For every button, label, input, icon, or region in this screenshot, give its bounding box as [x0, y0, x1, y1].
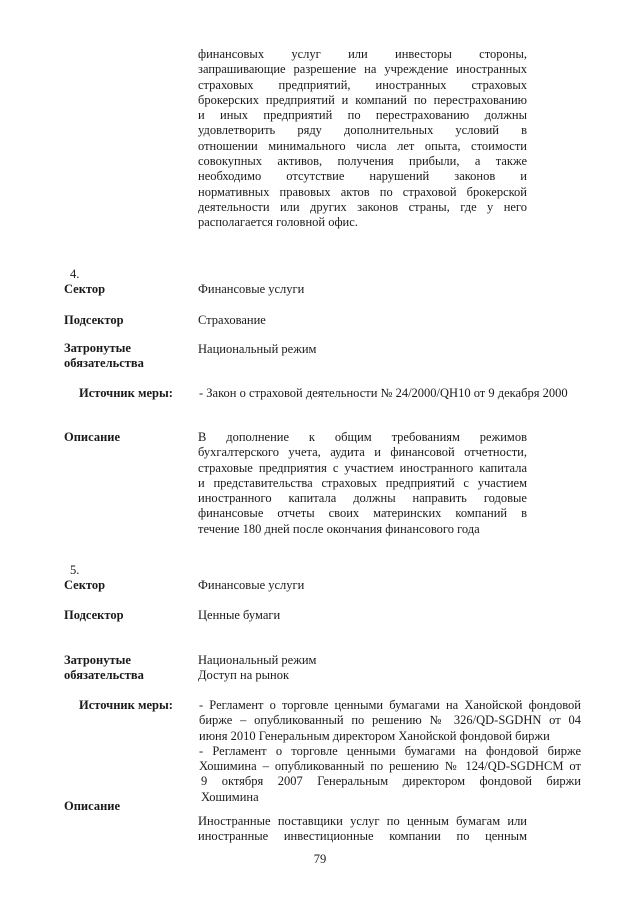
entry-number: 5.	[70, 563, 80, 577]
obligations-value: Доступ на рынок	[198, 668, 290, 682]
description-line: финансовые отчеты своих материнских компаний в	[198, 506, 527, 521]
description-line: В дополнение к общим требованиям режимов	[198, 430, 527, 444]
obligations-label-line2: обязательства	[64, 668, 144, 682]
obligations-value: Национальный режим	[198, 653, 317, 667]
subsector-value: Страхование	[198, 313, 266, 327]
description-line: иностранного капитала должны направить годовые	[198, 491, 527, 506]
source-line: - Регламент о торговле ценными бумагами на фондовой бирже	[199, 743, 581, 758]
intro-line: необходимо отсутствие нарушений законов и	[198, 169, 527, 184]
intro-paragraph	[198, 47, 527, 231]
entry-number: 4.	[70, 267, 80, 281]
sector-value: Финансовые услуги	[198, 578, 305, 592]
description-line: течение 180 дней после окончания финансового года	[198, 521, 480, 536]
source-value: - Закон о страховой деятельности № 24/2000/QH10 от 9 декабря 2000	[199, 386, 568, 400]
source-text	[199, 698, 581, 805]
intro-line: располагается головной офис.	[198, 215, 358, 230]
source-line: Хошимина – опубликованный по решению № 124/QD-SGDHCM от	[199, 759, 581, 774]
description-line: иностранные инвестиционные компании по ценным	[198, 829, 527, 844]
intro-line: страховых предприятий, иностранных страховых	[198, 77, 527, 92]
subsector-value: Ценные бумаги	[198, 608, 281, 622]
description-line: Иностранные поставщики услуг по ценным бумагам или	[198, 814, 527, 828]
intro-line: брокерских предприятий и компаний по перестрахованию	[198, 92, 527, 107]
intro-line: отношении минимального числа лет опыта, стоимости	[198, 138, 527, 153]
obligations-label-line1: Затронутые	[64, 341, 131, 355]
intro-line: деятельности или других законов страны, где у него	[198, 199, 527, 214]
intro-line: совокупных активов, получения прибыли, а также	[198, 154, 527, 169]
source-line: 9 октября 2007 Генеральным директором фондовой биржи	[201, 774, 581, 789]
page-number: 79	[313, 852, 327, 866]
source-line: - Регламент о торговле ценными бумагами на Ханойской фондовой	[199, 698, 581, 712]
description-line: бухгалтерского учета, аудита и финансовой отчетности,	[198, 445, 527, 460]
obligations-label-line1: Затронутые	[64, 653, 131, 667]
sector-label: Сектор	[64, 578, 106, 592]
source-line: Хошимина	[201, 789, 259, 804]
description-label: Описание	[64, 799, 121, 813]
intro-line: нормативных правовых актов по страховой брокерской	[198, 184, 527, 199]
source-label: Источник меры:	[79, 698, 173, 712]
obligations-value: Национальный режим	[198, 342, 317, 356]
source-line: июня 2010 Генеральным директором Ханойской фондовой биржи	[199, 728, 550, 743]
intro-line: финансовых услуг или инвесторы стороны,	[198, 47, 527, 61]
subsector-label: Подсектор	[64, 313, 124, 327]
obligations-label-line2: обязательства	[64, 356, 144, 370]
sector-value: Финансовые услуги	[198, 282, 305, 296]
intro-line: удовлетворить ряду дополнительных условий в	[198, 123, 527, 138]
description-label: Описание	[64, 430, 121, 444]
subsector-label: Подсектор	[64, 608, 124, 622]
sector-label: Сектор	[64, 282, 106, 296]
source-label: Источник меры:	[79, 386, 173, 400]
description-line: и представительства страховых предприятий с участием	[198, 475, 527, 490]
intro-line: запрашивающие разрешение на учреждение иностранных	[198, 62, 527, 77]
description-text	[198, 430, 527, 537]
description-line: страховые предприятия с участием иностранного капитала	[198, 460, 527, 475]
description-text	[198, 814, 527, 845]
source-line: бирже – опубликованный по решению № 326/QD-SGDHN от 04	[199, 713, 581, 728]
intro-line: и иных предприятий по перестрахованию должны	[198, 108, 527, 123]
